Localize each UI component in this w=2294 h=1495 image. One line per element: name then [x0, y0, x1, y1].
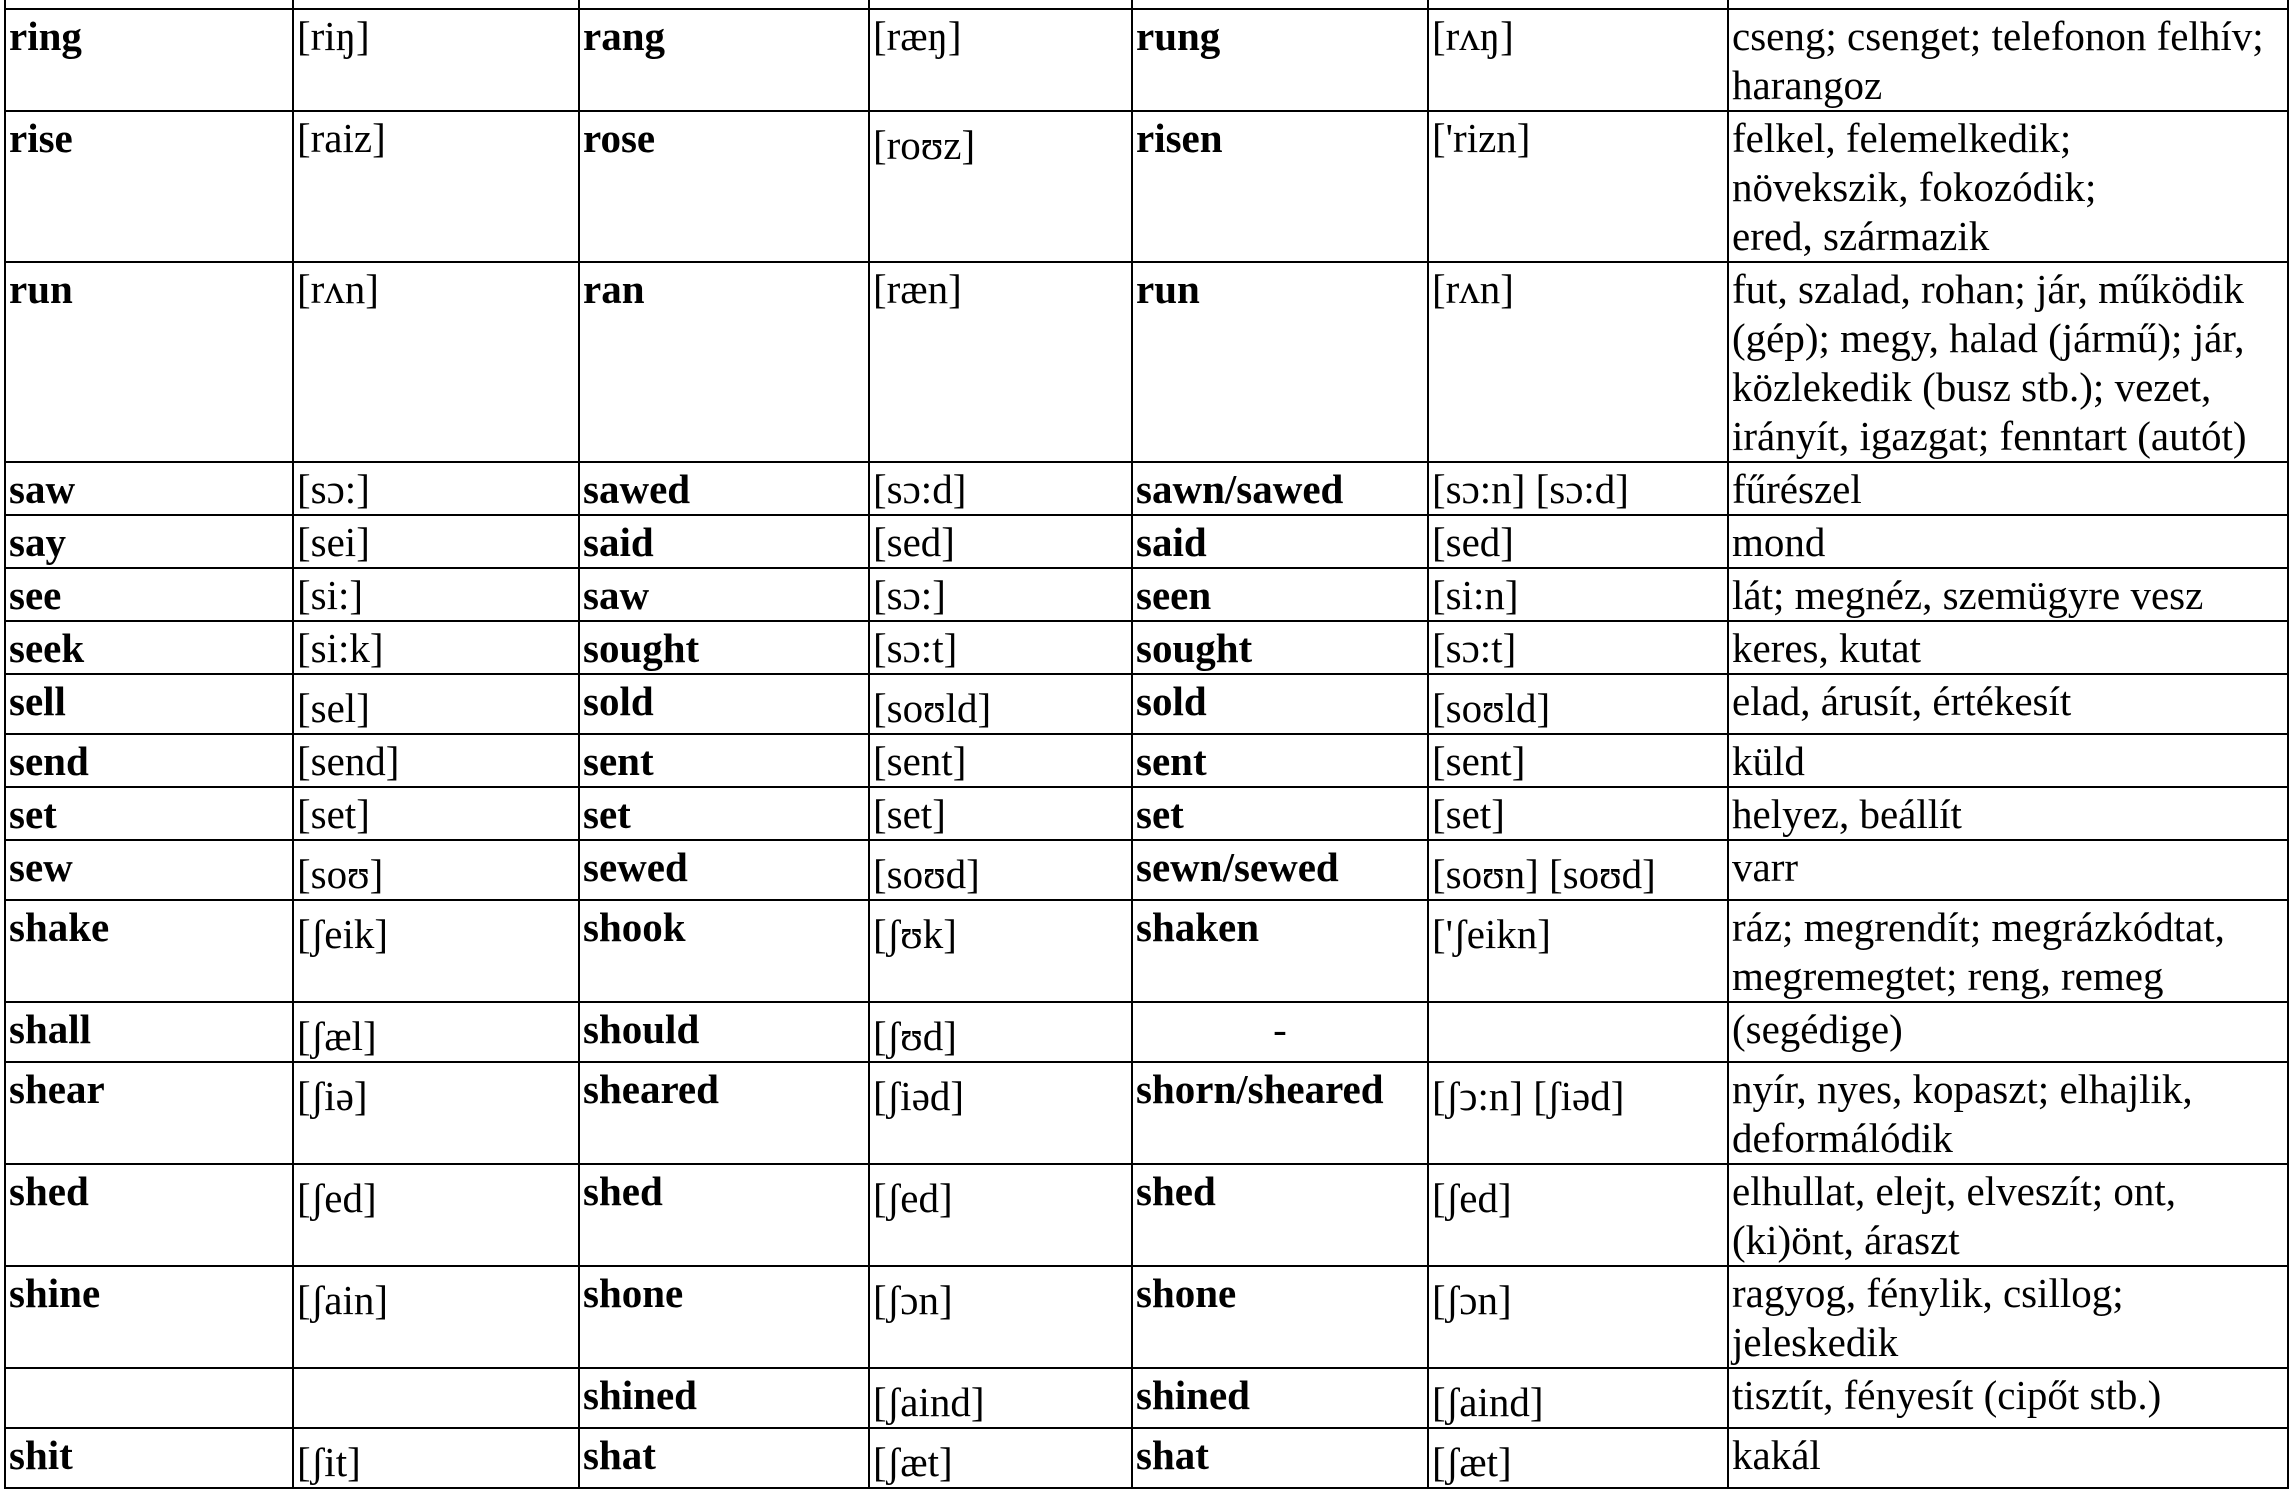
table-row	[5, 9, 2288, 111]
cell-participle-pronunciation: [set]	[1428, 787, 1728, 840]
irregular-verbs-table	[4, 0, 2289, 1489]
cell-hungarian-meaning: ragyog, fénylik, csillog; jeleskedik	[1728, 1266, 2288, 1368]
cell-participle-pronunciation: [rʌŋ]	[1428, 9, 1728, 111]
cell-participle-pronunciation: [ʃɔn]	[1428, 1266, 1728, 1368]
cell-past-simple: saw	[579, 568, 869, 621]
cell-past-pronunciation: [set]	[869, 787, 1132, 840]
cell-base-form: shear	[5, 1062, 293, 1164]
cell-past-simple: shat	[579, 1428, 869, 1488]
cell-base-form: sell	[5, 674, 293, 734]
cell-hungarian-meaning: elhullat, elejt, elveszít; ont, (ki)önt, áraszt	[1728, 1164, 2288, 1266]
cell-participle-pronunciation: ['rizn]	[1428, 111, 1728, 262]
cell-hungarian-meaning: nyír, nyes, kopaszt; elhajlik, deformálódik	[1728, 1062, 2288, 1164]
cell-base-form: seek	[5, 621, 293, 674]
cell-participle-pronunciation	[1428, 1002, 1728, 1062]
cell-base-form: shall	[5, 1002, 293, 1062]
cell-past-pronunciation: [sɔ:t]	[869, 621, 1132, 674]
cell-base-pronunciation: [set]	[293, 787, 579, 840]
cell-hungarian-meaning: lát; megnéz, szemügyre vesz	[1728, 568, 2288, 621]
cell-past-pronunciation: [ʃɔn]	[869, 1266, 1132, 1368]
cell-base-form: shit	[5, 1428, 293, 1488]
cell-past-simple: rose	[579, 111, 869, 262]
cell-hungarian-meaning: helyez, beállít	[1728, 787, 2288, 840]
cell-base-pronunciation: [rʌn]	[293, 262, 579, 462]
cell-past-simple: sawed	[579, 462, 869, 515]
cell-participle-pronunciation: [rʌn]	[1428, 262, 1728, 462]
cell-participle-pronunciation: [ʃæt]	[1428, 1428, 1728, 1488]
cell-participle-pronunciation: [sɔ:n] [sɔ:d]	[1428, 462, 1728, 515]
cell-base-pronunciation: [sel]	[293, 674, 579, 734]
table-row	[5, 734, 2288, 787]
cell-past-participle: sought	[1132, 621, 1428, 674]
cell-past-participle: sewn/sewed	[1132, 840, 1428, 900]
cell-base-form	[5, 1368, 293, 1428]
table-row	[5, 840, 2288, 900]
cell-participle-pronunciation: [sed]	[1428, 515, 1728, 568]
cell-base-pronunciation: [send]	[293, 734, 579, 787]
cell-base-pronunciation	[293, 1368, 579, 1428]
cell-base-pronunciation: [ʃain]	[293, 1266, 579, 1368]
cell-base-form: rise	[5, 111, 293, 262]
cell-past-pronunciation: [ʃaind]	[869, 1368, 1132, 1428]
cell-past-simple: shed	[579, 1164, 869, 1266]
cell-base-pronunciation: [sei]	[293, 515, 579, 568]
cell-past-participle: seen	[1132, 568, 1428, 621]
cell-hungarian-meaning: küld	[1728, 734, 2288, 787]
table-row	[5, 568, 2288, 621]
cell-base-pronunciation: [ʃæl]	[293, 1002, 579, 1062]
cell-base-form: say	[5, 515, 293, 568]
cell-base-form: see	[5, 568, 293, 621]
cell-past-participle: rung	[1132, 9, 1428, 111]
table-row	[5, 515, 2288, 568]
cell-participle-pronunciation	[1428, 0, 1728, 9]
cell-past-participle: run	[1132, 262, 1428, 462]
cell-base-form: run	[5, 262, 293, 462]
cell-past-simple: sought	[579, 621, 869, 674]
cell-past-participle: set	[1132, 787, 1428, 840]
cell-past-pronunciation	[869, 0, 1132, 9]
cell-participle-pronunciation: [sent]	[1428, 734, 1728, 787]
cell-hungarian-meaning: fűrészel	[1728, 462, 2288, 515]
cell-past-pronunciation: [roʊz]	[869, 111, 1132, 262]
cell-past-participle: shed	[1132, 1164, 1428, 1266]
cell-participle-pronunciation: [ʃaind]	[1428, 1368, 1728, 1428]
cell-past-participle: shined	[1132, 1368, 1428, 1428]
cell-hungarian-meaning: felkel, felemelkedik; növekszik, fokozódik; ered, származik	[1728, 111, 2288, 262]
cell-base-pronunciation: [soʊ]	[293, 840, 579, 900]
cell-past-simple: should	[579, 1002, 869, 1062]
cell-base-pronunciation: [ʃit]	[293, 1428, 579, 1488]
cell-past-pronunciation: [sɔ:]	[869, 568, 1132, 621]
cell-base-pronunciation: [riŋ]	[293, 9, 579, 111]
cell-base-pronunciation: [ʃed]	[293, 1164, 579, 1266]
cell-past-participle: shorn/sheared	[1132, 1062, 1428, 1164]
cell-base-pronunciation: [sɔ:]	[293, 462, 579, 515]
cell-participle-pronunciation: [sɔ:t]	[1428, 621, 1728, 674]
cell-base-form: set	[5, 787, 293, 840]
table-row	[5, 900, 2288, 1002]
cell-past-participle: sawn/sawed	[1132, 462, 1428, 515]
cell-past-participle: said	[1132, 515, 1428, 568]
cell-past-pronunciation: [sent]	[869, 734, 1132, 787]
cell-participle-pronunciation: [ʃↄ:n] [ʃiəd]	[1428, 1062, 1728, 1164]
cell-past-pronunciation: [ʃed]	[869, 1164, 1132, 1266]
cell-base-form: send	[5, 734, 293, 787]
cell-base-pronunciation: [ʃiə]	[293, 1062, 579, 1164]
cell-past-participle: sent	[1132, 734, 1428, 787]
cell-base-pronunciation: [si:k]	[293, 621, 579, 674]
table-row	[5, 1266, 2288, 1368]
cell-past-participle: risen	[1132, 111, 1428, 262]
cell-past-pronunciation: [ʃʊd]	[869, 1002, 1132, 1062]
cell-past-pronunciation: [ræŋ]	[869, 9, 1132, 111]
cell-past-simple: rang	[579, 9, 869, 111]
table-row	[5, 1164, 2288, 1266]
cell-past-simple: sold	[579, 674, 869, 734]
table-row	[5, 1428, 2288, 1488]
cell-past-pronunciation: [ræn]	[869, 262, 1132, 462]
cell-past-participle: shat	[1132, 1428, 1428, 1488]
cell-base-pronunciation	[293, 0, 579, 9]
cell-base-pronunciation: [raiz]	[293, 111, 579, 262]
cell-past-participle	[1132, 0, 1428, 9]
cell-hungarian-meaning: cseng; csenget; telefonon felhív; harangoz	[1728, 9, 2288, 111]
cell-past-simple: sent	[579, 734, 869, 787]
cell-past-participle: sold	[1132, 674, 1428, 734]
cell-hungarian-meaning	[1728, 0, 2288, 9]
cell-past-simple: set	[579, 787, 869, 840]
cell-past-simple: sheared	[579, 1062, 869, 1164]
cell-past-pronunciation: [soʊd]	[869, 840, 1132, 900]
cell-past-simple: shook	[579, 900, 869, 1002]
table-row	[5, 621, 2288, 674]
cell-participle-pronunciation: [soʊn] [soʊd]	[1428, 840, 1728, 900]
cell-base-form: sew	[5, 840, 293, 900]
cell-hungarian-meaning: keres, kutat	[1728, 621, 2288, 674]
cell-hungarian-meaning: varr	[1728, 840, 2288, 900]
cell-hungarian-meaning: mond	[1728, 515, 2288, 568]
cell-past-pronunciation: [ʃæt]	[869, 1428, 1132, 1488]
cell-base-pronunciation: [ʃeik]	[293, 900, 579, 1002]
cell-past-simple: shone	[579, 1266, 869, 1368]
cell-hungarian-meaning: elad, árusít, értékesít	[1728, 674, 2288, 734]
cell-hungarian-meaning: (segédige)	[1728, 1002, 2288, 1062]
table-row	[5, 1368, 2288, 1428]
cell-base-form: shed	[5, 1164, 293, 1266]
table-row	[5, 0, 2288, 9]
cell-past-simple: shined	[579, 1368, 869, 1428]
cell-base-form: ring	[5, 9, 293, 111]
cell-base-form: saw	[5, 462, 293, 515]
cell-past-simple: sewed	[579, 840, 869, 900]
cell-past-participle: shone	[1132, 1266, 1428, 1368]
cell-hungarian-meaning: fut, szalad, rohan; jár, működik (gép); megy, halad (jármű); jár, közlekedik (busz stb.); vezet, irányít, igazgat; fenntart (autót)	[1728, 262, 2288, 462]
cell-base-form	[5, 0, 293, 9]
table-row	[5, 462, 2288, 515]
cell-past-pronunciation: [ʃʊk]	[869, 900, 1132, 1002]
cell-participle-pronunciation: [soʊld]	[1428, 674, 1728, 734]
cell-hungarian-meaning: tisztít, fényesít (cipőt stb.)	[1728, 1368, 2288, 1428]
table-body	[5, 0, 2288, 1488]
table-row	[5, 674, 2288, 734]
cell-past-simple	[579, 0, 869, 9]
cell-hungarian-meaning: kakál	[1728, 1428, 2288, 1488]
cell-past-participle: -	[1132, 1002, 1428, 1062]
cell-participle-pronunciation: [si:n]	[1428, 568, 1728, 621]
cell-base-form: shine	[5, 1266, 293, 1368]
cell-participle-pronunciation: [ʃed]	[1428, 1164, 1728, 1266]
cell-past-pronunciation: [ʃiəd]	[869, 1062, 1132, 1164]
table-row	[5, 262, 2288, 462]
cell-past-pronunciation: [sed]	[869, 515, 1132, 568]
cell-base-pronunciation: [si:]	[293, 568, 579, 621]
cell-base-form: shake	[5, 900, 293, 1002]
table-row	[5, 1062, 2288, 1164]
table-row	[5, 787, 2288, 840]
cell-past-simple: ran	[579, 262, 869, 462]
table-row	[5, 1002, 2288, 1062]
cell-past-pronunciation: [soʊld]	[869, 674, 1132, 734]
cell-past-pronunciation: [sɔ:d]	[869, 462, 1132, 515]
cell-hungarian-meaning: ráz; megrendít; megrázkódtat, megremegtet; reng, remeg	[1728, 900, 2288, 1002]
cell-participle-pronunciation: ['ʃeikn]	[1428, 900, 1728, 1002]
table-row	[5, 111, 2288, 262]
cell-past-simple: said	[579, 515, 869, 568]
cell-past-participle: shaken	[1132, 900, 1428, 1002]
